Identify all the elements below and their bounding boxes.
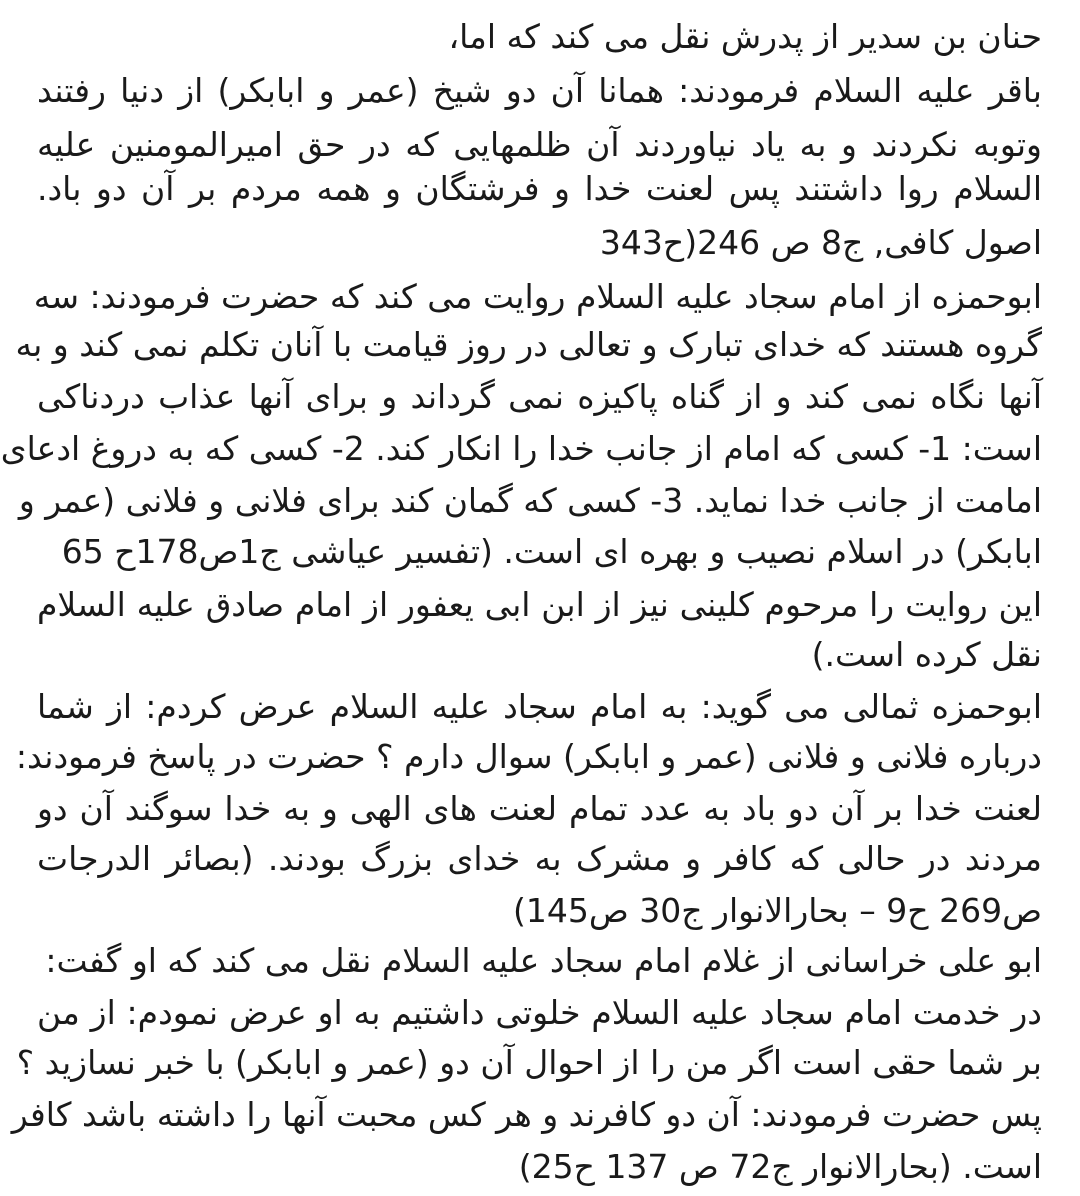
text-line: نقل کرده است.) xyxy=(811,635,1042,674)
text-line: اصول کافی, ج8 ص 246(ح343 xyxy=(599,223,1042,262)
text-line: پس حضرت فرمودند: آن دو کافرند و هر کس محبت آنها را داشته باشد کافر xyxy=(11,1095,1042,1134)
text-line: ص269 ح9 – بحارالانوار ج30 ص145) xyxy=(512,891,1042,930)
text-line: ابو علی خراسانی از غلام امام سجاد علیه السلام نقل می کند که او گفت: xyxy=(45,941,1042,980)
text-line: این روایت را مرحوم کلینی نیز از ابن ابی یعفور از امام صادق علیه السلام xyxy=(37,585,1042,624)
text-line: حنان بن سدیر از پدرش نقل می کند که اما، xyxy=(448,17,1042,56)
text-line: درباره فلانی و فلانی (عمر و ابابکر) سوال دارم ؟ حضرت در پاسخ فرمودند: xyxy=(15,737,1042,776)
text-line: مردند در حالی که کافر و مشرک به خدای بزرگ بودند. (بصائر الدرجات xyxy=(37,839,1042,878)
text-line: آنها نگاه نمی کند و از گناه پاکیزه نمی گرداند و برای آنها عذاب دردناکی xyxy=(37,377,1042,416)
text-line: در خدمت امام سجاد علیه السلام خلوتی داشتیم به او عرض نمودم: از من xyxy=(37,993,1042,1032)
text-line: گروه هستند که خدای تبارک و تعالی در روز قیامت با آنان تکلم نمی کند و به xyxy=(15,325,1042,364)
text-line: ابابکر) در اسلام نصیب و بهره ای است. (تفسیر عیاشی ج1ص178ح 65 xyxy=(61,532,1042,571)
text-line: بر شما حقی است اگر من را از احوال آن دو (عمر و ابابکر) با خبر نسازید ؟ xyxy=(16,1043,1042,1082)
text-line: لعنت خدا بر آن دو باد به عدد تمام لعنت های الهی و به خدا سوگند آن دو xyxy=(37,789,1042,828)
text-line: امامت از جانب خدا نماید. 3- کسی که گمان کند برای فلانی و فلانی (عمر و xyxy=(18,481,1042,520)
text-line: است: 1- کسی که امام از جانب خدا را انکار کند. 2- کسی که به دروغ ادعای xyxy=(0,429,1042,468)
text-line: ابوحمزه ثمالی می گوید: به امام سجاد علیه السلام عرض کردم: از شما xyxy=(37,687,1042,726)
text-line: باقر علیه السلام فرمودند: همانا آن دو شیخ (عمر و ابابکر) از دنیا رفتند xyxy=(37,71,1042,110)
text-line: وتوبه نکردند و به یاد نیاوردند آن ظلمهایی که در حق امیرالمومنین علیه xyxy=(37,125,1042,164)
text-line: است. (بحارالانوار ج72 ص 137 ح25) xyxy=(518,1147,1042,1186)
text-line: السلام روا داشتند پس لعنت خدا و فرشتگان و همه مردم بر آن دو باد. xyxy=(37,169,1042,208)
text-line: ابوحمزه از امام سجاد علیه السلام روایت می کند که حضرت فرمودند: سه xyxy=(33,277,1042,316)
